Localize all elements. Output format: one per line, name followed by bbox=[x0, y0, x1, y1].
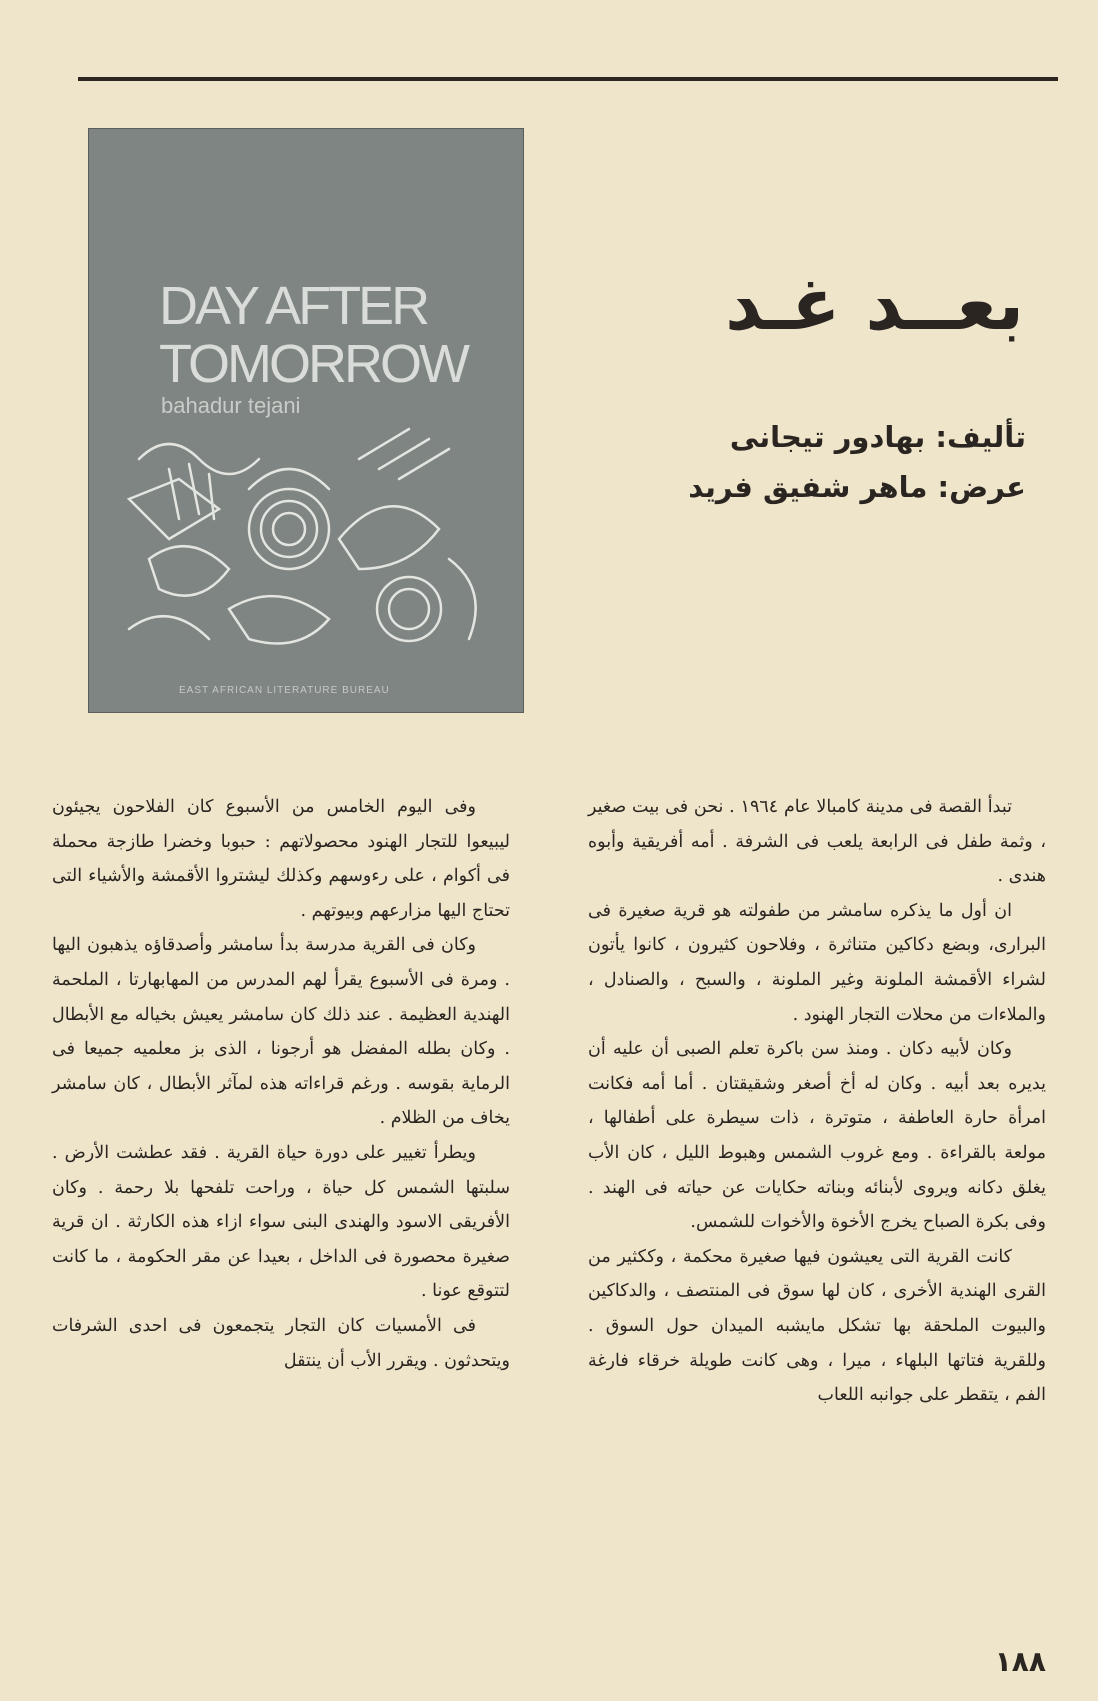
header-rule bbox=[78, 77, 1058, 81]
text-column-left bbox=[52, 790, 510, 1378]
paragraph: وفى اليوم الخامس من الأسبوع كان الفلاحون يجيئون ليبيعوا للتجار الهنود محصولاتهم : حبوبا وخضرا طازجة محملة فى أكوام ، على رءوسهم وكذلك ليشتروا الأقمشة والأشياء التى تحتاج اليها مزارعهم وبيوتهم . bbox=[52, 797, 510, 921]
cover-title: DAY AFTER TOMORROW bbox=[159, 276, 467, 394]
paragraph: وكان لأبيه دكان . ومنذ سن باكرة تعلم الصبى أن عليه أن يديره بعد أبيه . وكان له أخ أصغر وشقيقتان . أما أمه فكانت امرأة حارة العاطفة ، متوترة ، ذات سيطرة على أطفالها ، مولعة بالقراءة . ومع غروب الشمس وهبوط الليل ، كان الأب يغلق دكانه ويروى لأبنائه وبناته حكايات عن حياته فى الهند . وفى بكرة الصباح يخرج الأخوة والأخوات للشمس. bbox=[588, 1039, 1046, 1233]
text-column-right bbox=[588, 790, 1046, 1413]
paragraph: ان أول ما يذكره سامشر من طفولته هو قرية صغيرة فى البرارى، وبضع دكاكين متناثرة ، وفلاحون كثيرون ، كانوا يأتون لشراء الأقمشة الملونة وغير الملونة ، والسبح ، والصنادل ، والملاءات من محلات التجار الهنود . bbox=[588, 900, 1046, 1025]
cover-illustration bbox=[109, 419, 509, 669]
paragraph: وكان فى القرية مدرسة بدأ سامشر وأصدقاؤه يذهبون اليها . ومرة فى الأسبوع يقرأ لهم المدرس من المهابهارتا ، الملحمة الهندية العظيمة . عند ذلك كان سامشر يعيش بخياله مع الأبطال . وكان بطله المفضل هو أرجونا ، الذى بز معلميه جميعا فى الرماية بقوسه . ورغم قراءاته هذه لمآثر الأبطال ، كان سامشر يخاف من الظلام . bbox=[52, 935, 510, 1129]
page-number: ١٨٨ bbox=[994, 1645, 1046, 1678]
reviewer-credit: عرض: ماهر شفيق فريد bbox=[688, 470, 1026, 504]
article-title: بعــد غـد bbox=[725, 262, 1024, 346]
paragraph: ويطرأ تغيير على دورة حياة القرية . فقد عطشت الأرض . سلبتها الشمس كل حياة ، وراحت تلفحها بلا رحمة . وكان الأفريقى الاسود والهندى البنى سواء ازاء هذه الكارثة . ان قرية صغيرة محصورة فى الداخل ، بعيدا عن مقر الحكومة ، ما كانت لتتوقع عونا . bbox=[52, 1142, 510, 1302]
paragraph: كانت القرية التى يعيشون فيها صغيرة محكمة ، وككثير من القرى الهندية الأخرى ، كان لها سوق فى المنتصف ، والدكاكين والبيوت الملحقة بها تشكل مايشبه الميدان حول السوق . وللقرية فتاتها البلهاء ، ميرا ، وهى كانت طويلة خرقاء فارغة الفم ، يتقطر على جوانبه اللعاب bbox=[588, 1246, 1046, 1406]
paragraph: فى الأمسيات كان التجار يتجمعون فى احدى الشرفات ويتحدثون . ويقرر الأب أن ينتقل bbox=[52, 1315, 510, 1371]
paragraph: تبدأ القصة فى مدينة كامبالا عام ١٩٦٤ . نحن فى بيت صغير ، وثمة طفل فى الرابعة يلعب فى الشرفة . أمه أفريقية وأبوه هندى . bbox=[588, 797, 1046, 887]
author-credit: تأليف: بهادور تيجانى bbox=[729, 420, 1026, 454]
cover-publisher: EAST AFRICAN LITERATURE BUREAU bbox=[179, 685, 390, 696]
cover-author: bahadur tejani bbox=[161, 393, 301, 418]
book-cover-image bbox=[88, 128, 524, 713]
